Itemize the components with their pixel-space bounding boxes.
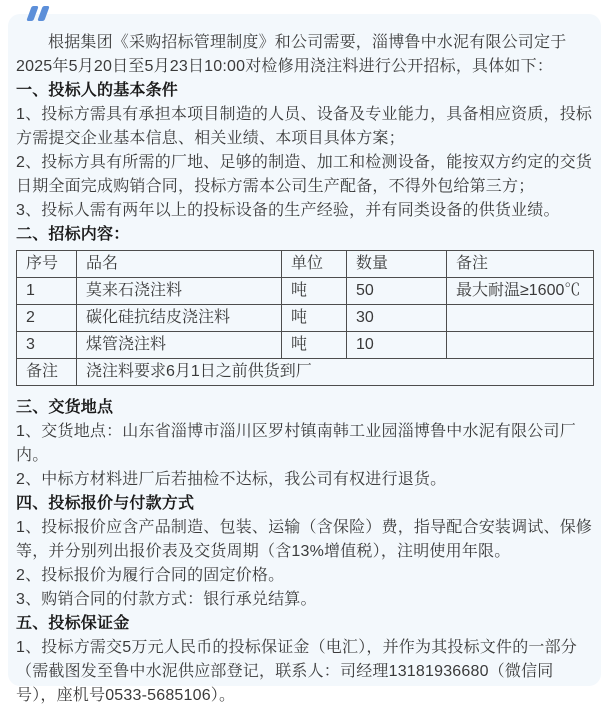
section3-heading: 三、交货地点 xyxy=(16,399,114,416)
table-header-cell-qty: 数量 xyxy=(347,251,447,278)
table-row xyxy=(17,278,594,305)
section1-item-1: 1、投标方需具有承担本项目制造的人员、设备及专业能力，具备相应资质，投标方需提交企业基本信息、相关业绩、本项目具体方案； xyxy=(16,106,593,147)
section3-item-2: 2、中标方材料进厂后若抽检不达标，我公司有权进行退货。 xyxy=(16,471,447,488)
section4-heading: 四、投标报价与付款方式 xyxy=(16,495,195,512)
table-cell-note xyxy=(447,305,594,332)
table-row xyxy=(17,305,594,332)
content-panel xyxy=(8,14,601,704)
section5-heading: 五、投标保证金 xyxy=(16,615,130,632)
section4-item-1: 1、投标报价应含产品制造、包装、运输（含保险）费，指导配合安装调试、保修等，并分别列出报价表及交货周期（含13%增值税），注明使用年限。 xyxy=(16,519,593,560)
table-cell-seq: 3 xyxy=(17,332,77,359)
section4-item-3: 3、购销合同的付款方式：银行承兑结算。 xyxy=(16,591,317,608)
section4-item-2: 2、投标报价为履行合同的固定价格。 xyxy=(16,567,285,584)
table-cell-name: 碳化硅抗结皮浇注料 xyxy=(77,305,282,332)
table-cell-note xyxy=(447,332,594,359)
table-cell-name: 莫来石浇注料 xyxy=(77,278,282,305)
table-cell-seq: 2 xyxy=(17,305,77,332)
table-cell-note: 最大耐温≥1600℃ xyxy=(447,278,594,305)
table-cell-qty: 10 xyxy=(347,332,447,359)
table-header-cell-seq: 序号 xyxy=(17,251,77,278)
intro-paragraph: 根据集团《采购招标管理制度》和公司需要，淄博鲁中水泥有限公司定于2025年5月20日至5月23日10:00对检修用浇注料进行公开招标，具体如下： xyxy=(16,34,567,75)
table-footer-text: 浇注料要求6月1日之前供货到厂 xyxy=(77,359,594,386)
table-row xyxy=(17,332,594,359)
table-cell-seq: 1 xyxy=(17,278,77,305)
section3-item-1: 1、交货地点：山东省淄博市淄川区罗村镇南韩工业园淄博鲁中水泥有限公司厂内。 xyxy=(16,423,576,464)
table-header-row xyxy=(17,251,594,278)
table-footer-label: 备注 xyxy=(17,359,77,386)
quote-icon xyxy=(29,6,47,21)
table-cell-unit: 吨 xyxy=(282,305,347,332)
table-cell-qty: 50 xyxy=(347,278,447,305)
table-header-cell-note: 备注 xyxy=(447,251,594,278)
table-header-cell-unit: 单位 xyxy=(282,251,347,278)
section1-item-3: 3、投标人需有两年以上的投标设备的生产经验，并有同类设备的供货业绩。 xyxy=(16,202,560,219)
table-header-cell-name: 品名 xyxy=(77,251,282,278)
table-cell-qty: 30 xyxy=(347,305,447,332)
table-cell-unit: 吨 xyxy=(282,278,347,305)
table-footer-row xyxy=(17,359,594,386)
section5-item-1: 1、投标方需交5万元人民币的投标保证金（电汇），并作为其投标文件的一部分（需截图发至鲁中水泥供应部登记，联系人：司经理13181936680（微信同号），座机号0533-5685106）。 xyxy=(16,639,577,704)
table-cell-name: 煤管浇注料 xyxy=(77,332,282,359)
section2-heading: 二、招标内容： xyxy=(16,226,130,243)
section1-heading: 一、投标人的基本条件 xyxy=(16,82,179,99)
section1-item-2: 2、投标方具有所需的厂地、足够的制造、加工和检测设备，能按双方约定的交货日期全面完成购销合同，投标方需本公司生产配备，不得外包给第三方； xyxy=(16,154,593,195)
bid-items-table xyxy=(16,250,594,386)
table-cell-unit: 吨 xyxy=(282,332,347,359)
